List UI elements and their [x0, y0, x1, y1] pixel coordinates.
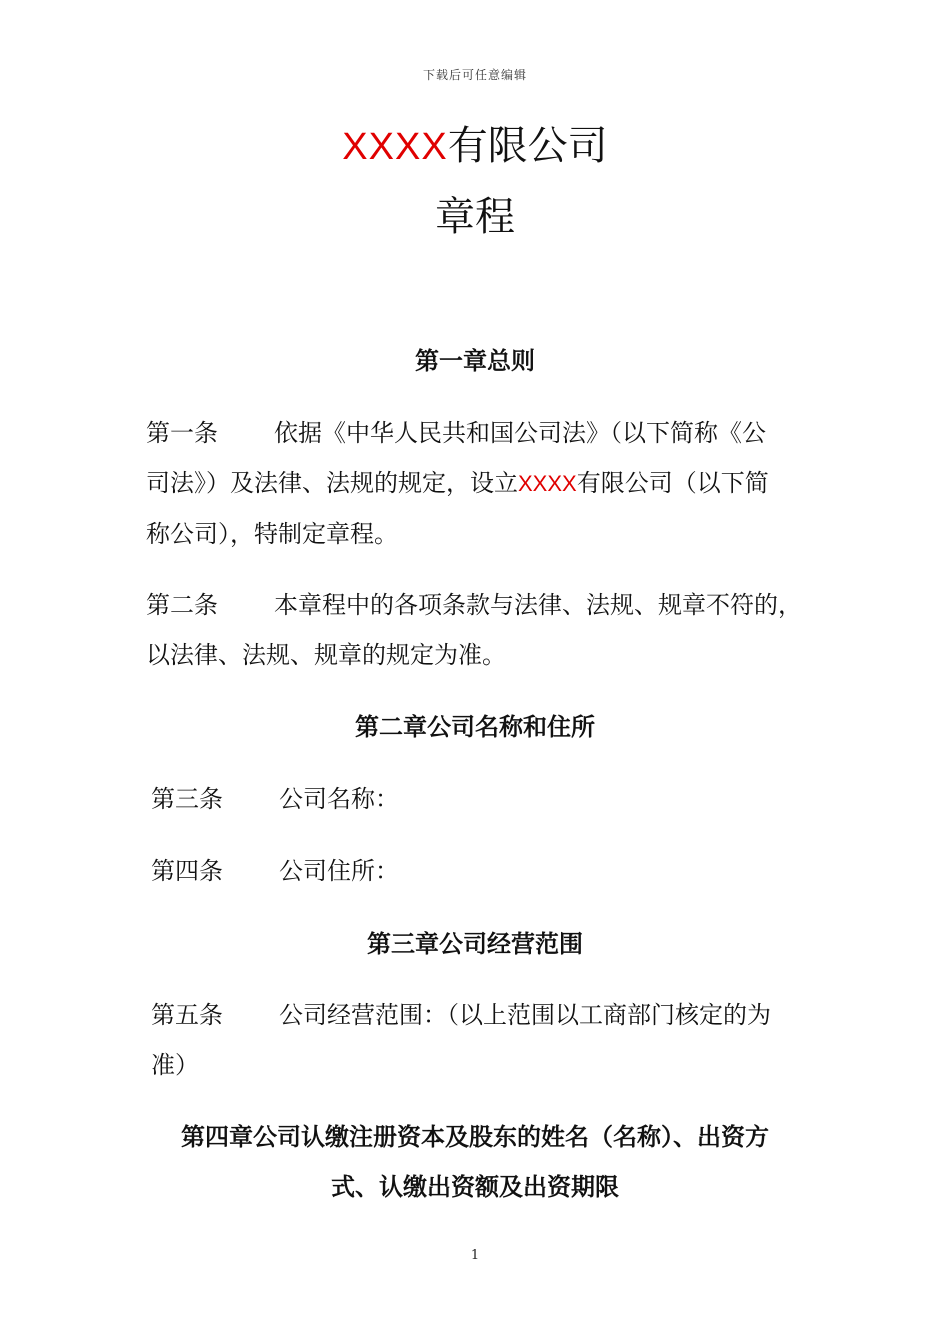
- page-number: 1: [470, 1248, 480, 1263]
- chapter-1-heading: 第一章总则: [415, 347, 535, 375]
- chapter-4-heading-line-1: 第四章公司认缴注册资本及股东的姓名（名称）、出资方: [181, 1123, 769, 1151]
- chapter-2-heading: 第二章公司名称和住所: [355, 713, 595, 741]
- document-subtitle: 章程: [435, 194, 515, 240]
- article-1-line-2: [146, 458, 816, 509]
- chapter-4-heading-line-2: 式、认缴出资额及出资期限: [331, 1173, 619, 1201]
- article-5-number: 第五条: [151, 1001, 223, 1029]
- article-2-line-2: 以法律、法规、规章的规定为准。: [146, 641, 506, 669]
- article-1-text-2a: 司法》）及法律、法规的规定，设立: [146, 469, 518, 497]
- chapter-3-heading: 第三章公司经营范围: [367, 930, 583, 958]
- article-5-line-2: 准）: [151, 1051, 199, 1079]
- article-3-number: 第三条: [151, 785, 223, 813]
- article-4-number: 第四条: [151, 857, 223, 885]
- article-1-line-3: 称公司），特制定章程。: [146, 520, 398, 548]
- article-5-line-1: [151, 990, 816, 1040]
- article-3-text: 公司名称：: [279, 785, 399, 813]
- article-2-number: 第二条: [146, 591, 218, 619]
- company-suffix: 有限公司: [447, 123, 608, 169]
- article-3: [151, 774, 816, 824]
- article-1: [146, 408, 816, 559]
- article-1-number: 第一条: [146, 419, 218, 447]
- header-note: 下载后可任意编辑: [422, 68, 527, 82]
- article-1-text-1: 依据《中华人民共和国公司法》（以下简称《公: [274, 419, 766, 447]
- article-2-text-1: 本章程中的各项条款与法律、法规、规章不符的，: [274, 591, 802, 619]
- article-1-company-placeholder: XXXX: [518, 471, 577, 496]
- chapter-4-heading: [0, 1112, 950, 1212]
- article-1-text-2b: 有限公司（以下简: [576, 469, 769, 497]
- article-2-line-1: [146, 580, 816, 630]
- article-4-text: 公司住所：: [279, 857, 399, 885]
- article-1-line-1: [146, 408, 816, 458]
- article-5-text-1: 公司经营范围：（以上范围以工商部门核定的为: [279, 1001, 771, 1029]
- document-title: [0, 122, 950, 171]
- company-name-placeholder: XXXX: [342, 126, 448, 168]
- article-4: [151, 846, 816, 896]
- article-2: [146, 580, 816, 680]
- article-5: [151, 990, 816, 1090]
